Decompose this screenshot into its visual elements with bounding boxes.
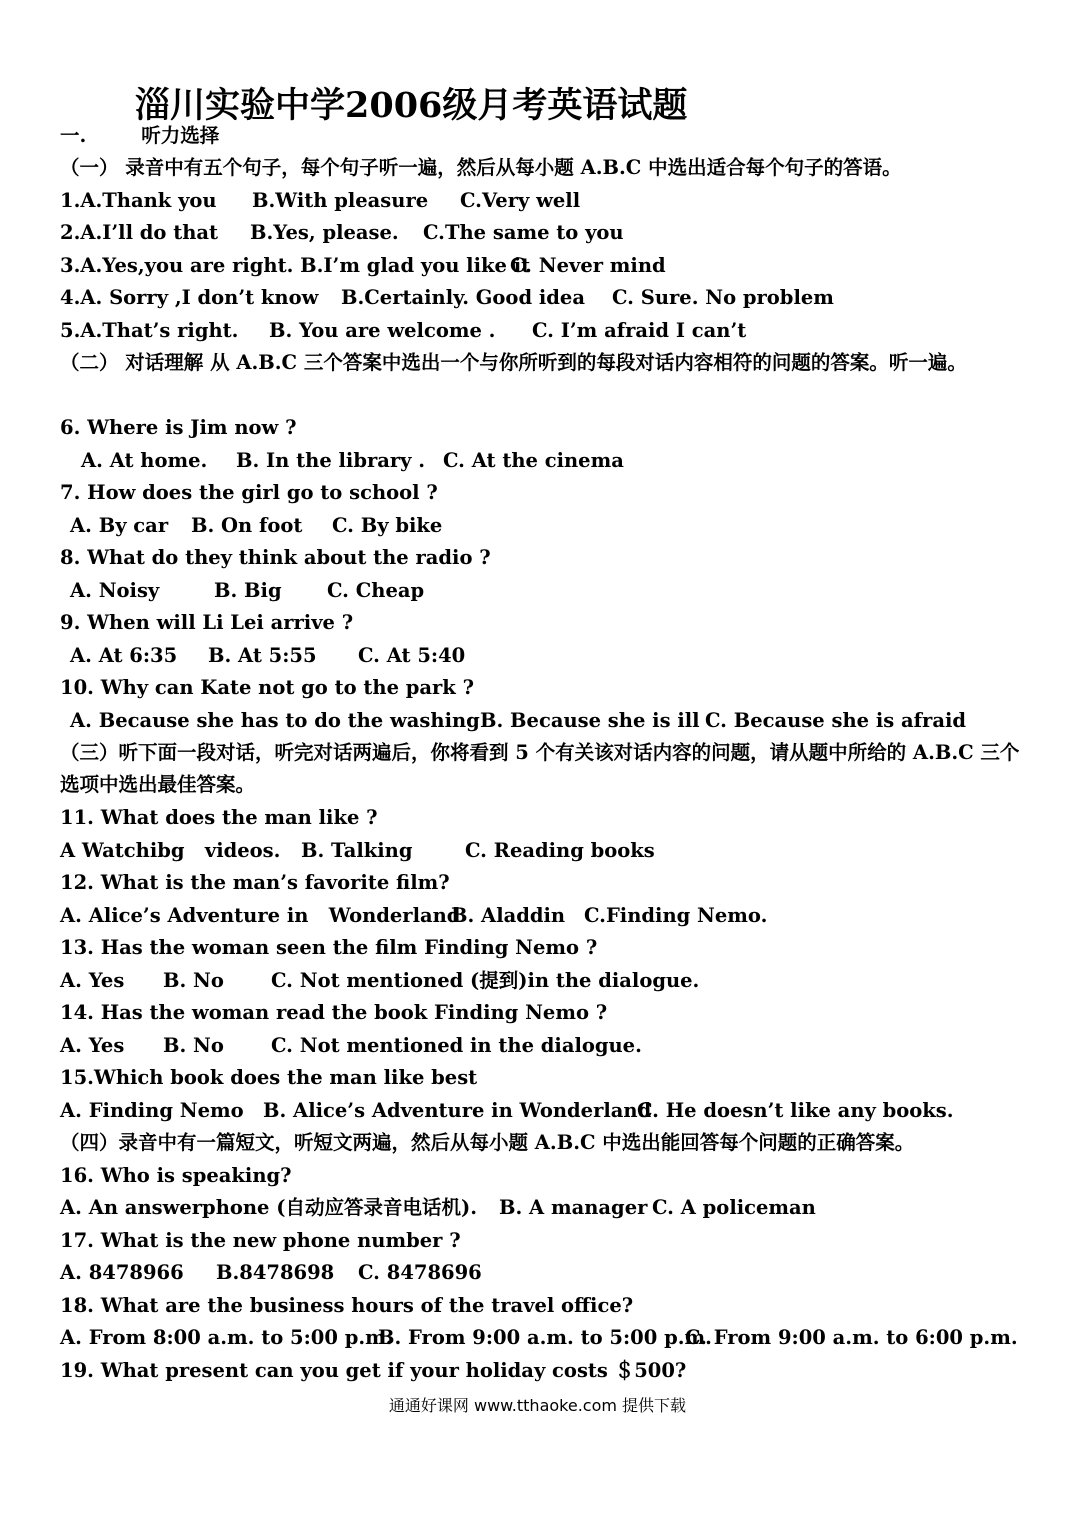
option: C.Very well: [460, 189, 581, 212]
answers-10: [70, 707, 966, 735]
option: B. On foot: [191, 514, 303, 537]
part2-instructions: （二） 对话理解 从 A.B.C 三个答案中选出一个与你所听到的每段对话内容相符的问题的答案。听一遍。: [60, 351, 967, 374]
option: A. At home.: [81, 449, 208, 472]
option: A. By car: [70, 514, 169, 537]
option: C. Not mentioned in the dialogue.: [271, 1034, 642, 1057]
option: B. In the library .: [236, 449, 426, 472]
section-label: 听力选择: [141, 124, 220, 147]
answers-9: [70, 642, 465, 670]
answers-12: [60, 902, 767, 930]
option: B. At 5:55: [208, 644, 317, 667]
question-12: 12. What is the man’s favorite film?: [60, 871, 450, 894]
option: 1.A.Thank you: [60, 189, 217, 212]
answers-16: [60, 1194, 816, 1222]
option: B.Yes, please.: [250, 221, 399, 244]
option: C.Finding Nemo.: [584, 904, 768, 927]
question-1: [60, 187, 580, 215]
answers-14: [60, 1032, 642, 1060]
option: C. Not mentioned (提到)in the dialogue.: [271, 969, 700, 992]
option: A. At 6:35: [70, 644, 178, 667]
answers-7: [70, 512, 442, 540]
option: A. 8478966: [60, 1261, 184, 1284]
option: C. At 5:40: [358, 644, 466, 667]
question-2: [60, 219, 624, 247]
option: B. From 9:00 a.m. to 5:00 p.m.: [378, 1326, 712, 1349]
option: A. Alice’s Adventure in Wonderland: [60, 904, 461, 927]
option: B.8478698: [216, 1261, 335, 1284]
option: C. Because she is afraid: [705, 709, 967, 732]
option: C. A policeman: [652, 1196, 816, 1219]
option: C. From 9:00 a.m. to 6:00 p.m.: [685, 1326, 1018, 1349]
option: C. He doesn’t like any books.: [637, 1099, 954, 1122]
question-6: 6. Where is Jim now ?: [60, 416, 297, 439]
option: C. Cheap: [327, 579, 425, 602]
question-15: 15.Which book does the man like best: [60, 1066, 478, 1089]
option: A Watchibg videos.: [60, 839, 281, 862]
option: A. Yes: [60, 969, 125, 992]
question-5: [60, 317, 746, 345]
answers-11: [60, 837, 655, 865]
option: C. Sure. No problem: [612, 286, 834, 309]
option: B. Because she is ill: [480, 709, 700, 732]
option: B. Big: [214, 579, 282, 602]
option: A. Yes: [60, 1034, 125, 1057]
option: 2.A.I’ll do that: [60, 221, 219, 244]
footer-text: 通通好课网 www.tthaoke.com 提供下载: [388, 1396, 687, 1415]
part1-instructions: （一） 录音中有五个句子，每个句子听一遍，然后从每小题 A.B.C 中选出适合每个句子的答语。: [60, 156, 902, 179]
question-3: [60, 252, 666, 280]
question-7: 7. How does the girl go to school ?: [60, 481, 438, 504]
option: A. Finding Nemo: [60, 1099, 244, 1122]
question-9: 9. When will Li Lei arrive ?: [60, 611, 354, 634]
option: C. Reading books: [465, 839, 655, 862]
question-17: 17. What is the new phone number ?: [60, 1229, 461, 1252]
option: 5.A.That’s right.: [60, 319, 239, 342]
section-number: 一.: [60, 124, 87, 147]
answers-13: [60, 967, 699, 995]
question-4: [60, 284, 834, 312]
option: B.Certainly. Good idea: [341, 286, 585, 309]
question-13: 13. Has the woman seen the film Finding Nemo ?: [60, 936, 598, 959]
option: A. Noisy: [70, 579, 160, 602]
option: A. An answerphone (自动应答录音电话机).: [60, 1196, 477, 1219]
option: B.With pleasure: [252, 189, 429, 212]
option: B. Aladdin: [451, 904, 566, 927]
question-10: 10. Why can Kate not go to the park ?: [60, 676, 475, 699]
option: B. You are welcome .: [269, 319, 496, 342]
option: A. Because she has to do the washing: [70, 709, 480, 732]
option: C.The same to you: [423, 221, 624, 244]
option: B. Alice’s Adventure in Wonderland: [263, 1099, 652, 1122]
option: C. At the cinema: [443, 449, 624, 472]
option: 3.A.Yes,you are right. B.I’m glad you like it: [60, 254, 531, 277]
option: C. I’m afraid I can’t: [532, 319, 747, 342]
question-11: 11. What does the man like ?: [60, 806, 378, 829]
option: C. By bike: [332, 514, 443, 537]
question-16: 16. Who is speaking?: [60, 1164, 292, 1187]
answers-15: [60, 1097, 954, 1125]
option: B. Talking: [301, 839, 413, 862]
answers-18: [60, 1324, 1018, 1352]
option: B. No: [163, 1034, 224, 1057]
answers-8: [70, 577, 424, 605]
part3-instructions: （三）听下面一段对话，听完对话两遍后，你将看到 5 个有关该对话内容的问题，请从题中所给的 A.B.C 三个选项中选出最佳答案。: [60, 741, 1020, 796]
section-heading: [60, 122, 219, 150]
option: B. No: [163, 969, 224, 992]
answers-17: [60, 1259, 482, 1287]
question-14: 14. Has the woman read the book Finding Nemo ?: [60, 1001, 608, 1024]
question-8: 8. What do they think about the radio ?: [60, 546, 491, 569]
option: C. Never mind: [510, 254, 666, 277]
question-18: 18. What are the business hours of the travel office?: [60, 1294, 634, 1317]
option: 4.A. Sorry ,I don’t know: [60, 286, 319, 309]
question-19: 19. What present can you get if your holiday costs ＄500?: [60, 1359, 687, 1382]
option: B. A manager: [499, 1196, 648, 1219]
page-title: 淄川实验中学2006级月考英语试题: [135, 85, 688, 126]
option: C. 8478696: [358, 1261, 482, 1284]
part4-instructions: （四）录音中有一篇短文，听短文两遍，然后从每小题 A.B.C 中选出能回答每个问题的正确答案。: [60, 1131, 915, 1154]
option: A. From 8:00 a.m. to 5:00 p.m.: [60, 1326, 393, 1349]
answers-6: [81, 447, 624, 475]
